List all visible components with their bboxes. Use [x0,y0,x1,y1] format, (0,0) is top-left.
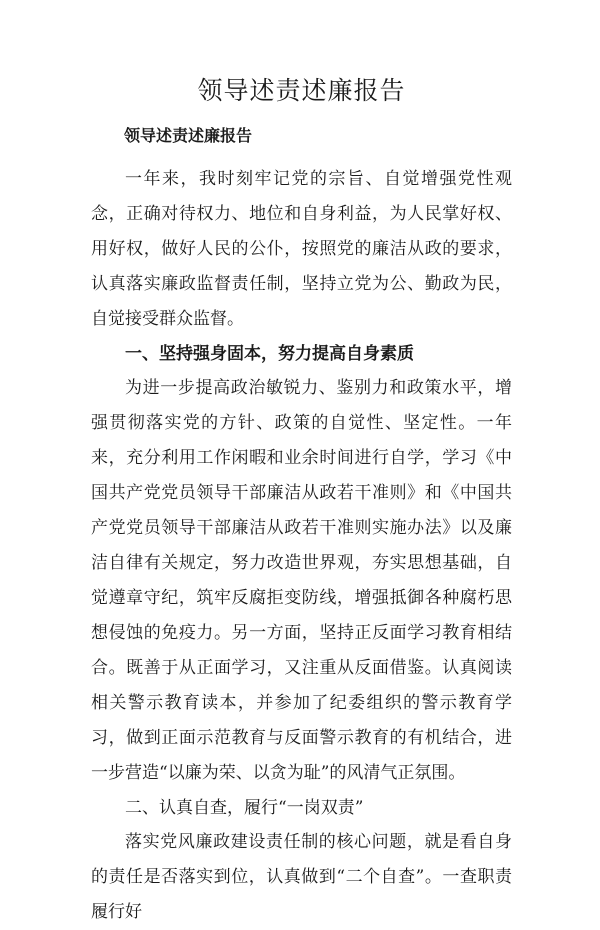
section-1-paragraph: 为进一步提高政治敏锐力、鉴别力和政策水平，增强贯彻落实党的方针、政策的自觉性、坚定性。一年来，充分利用工作闲暇和业余时间进行自学，学习《中国共产党党员领导干部廉洁从政若干准则》和《中国共产党党员领导干部廉洁从政若干准则实施办法》以及廉洁自律有关规定，努力改造世界观，夯实思想基础，自觉遵章守纪，筑牢反腐拒变防线，增强抵御各种腐朽思想侵蚀的免疫力。另一方面，坚持正反面学习教育相结合。既善于从正面学习，又注重从反面借鉴。认真阅读相关警示教育读本，并参加了纪委组织的警示教育学习，做到正面示范教育与反面警示教育的有机结合，进一步营造“以廉为荣、以贪为耻”的风清气正氛围。 [91,378,512,783]
document-title: 领导述责述廉报告 [197,76,406,105]
section-2-paragraph: 落实党风廉政建设责任制的核心问题，就是看自身的责任是否落实到位，认真做到“二个自查”。一查职责履行好 [91,832,512,922]
section-1-heading: 一、坚持强身固本，努力提高自身素质 [125,344,414,364]
document-subtitle: 领导述责述廉报告 [124,126,253,145]
intro-paragraph: 一年来，我时刻牢记党的宗旨、自觉增强党性观念，正确对待权力、地位和自身利益，为人民掌好权、用好权，做好人民的公仆，按照党的廉洁从政的要求，认真落实廉政监督责任制，坚持立党为公、勤政为民，自觉接受群众监督。 [91,169,512,329]
section-2-heading: 二、认真自查，履行“一岗双责” [125,798,364,818]
